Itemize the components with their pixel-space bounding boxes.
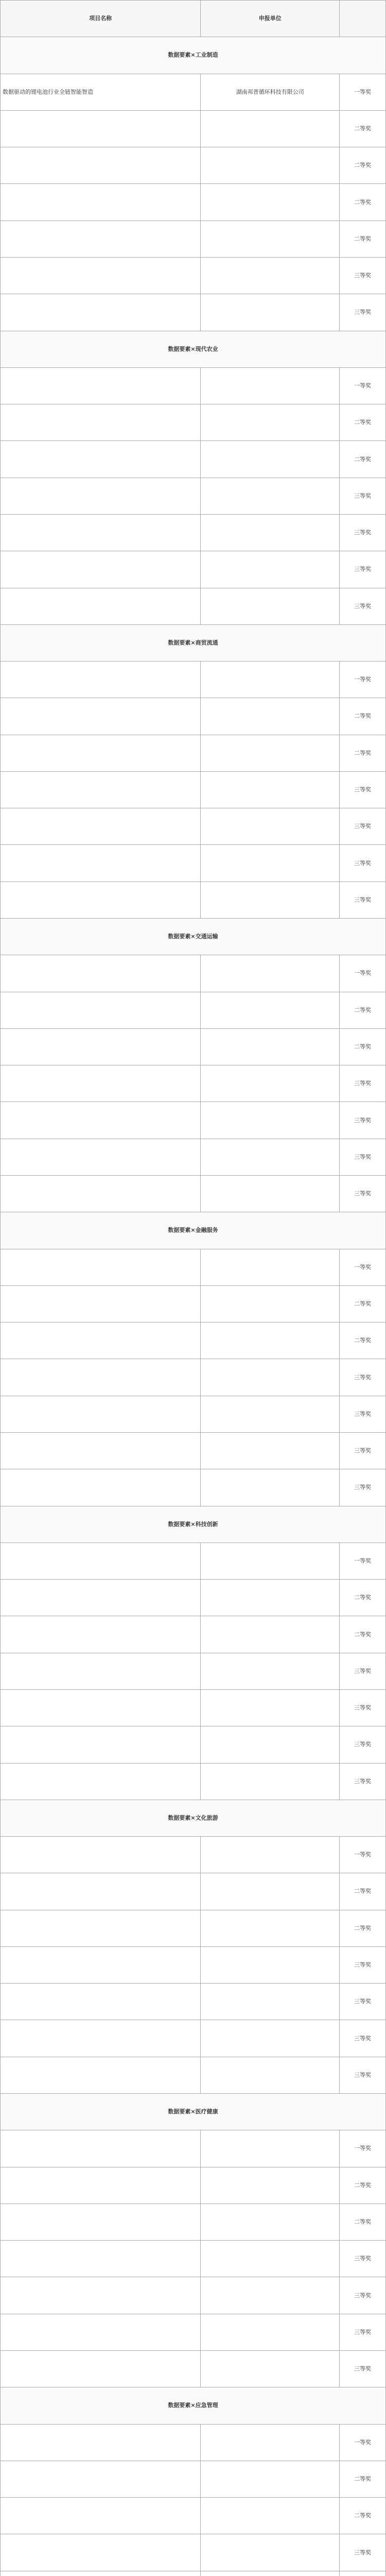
category-title: 数据要素×文化旅游	[1, 1800, 386, 1836]
applicant-unit-cell	[201, 1176, 340, 1212]
category-row	[1, 2387, 386, 2424]
table-row	[1, 2130, 386, 2167]
applicant-unit-cell	[201, 992, 340, 1028]
applicant-unit-cell: 湖南邦普循环科技有限公司	[201, 74, 340, 110]
project-name-cell	[1, 588, 201, 624]
award-level-cell	[340, 2571, 386, 2576]
project-name-cell	[1, 1653, 201, 1689]
table-row	[1, 1580, 386, 1616]
project-name-cell	[1, 1984, 201, 2020]
category-row	[1, 1212, 386, 1249]
award-level-cell: 二等奖	[340, 184, 386, 221]
award-level-cell: 三等奖	[340, 2534, 386, 2571]
applicant-unit-cell	[201, 221, 340, 257]
project-name-cell	[1, 2424, 201, 2461]
project-name-cell	[1, 1580, 201, 1616]
applicant-unit-cell	[201, 1616, 340, 1653]
award-level-cell: 三等奖	[340, 845, 386, 882]
award-level-cell: 三等奖	[340, 2314, 386, 2350]
award-level-cell: 三等奖	[340, 1065, 386, 1102]
applicant-unit-cell	[201, 184, 340, 221]
award-level-cell: 三等奖	[340, 514, 386, 551]
applicant-unit-cell	[201, 2534, 340, 2571]
project-name-cell	[1, 2167, 201, 2204]
table-row	[1, 514, 386, 551]
project-name-cell	[1, 1837, 201, 1873]
award-level-cell: 一等奖	[340, 662, 386, 698]
award-level-cell: 三等奖	[340, 2351, 386, 2387]
table-row	[1, 2461, 386, 2497]
applicant-unit-cell	[201, 2571, 340, 2576]
award-level-cell: 三等奖	[340, 771, 386, 808]
table-row	[1, 551, 386, 588]
project-name-cell	[1, 1726, 201, 1763]
award-level-cell: 二等奖	[340, 992, 386, 1028]
table-row	[1, 184, 386, 221]
applicant-unit-cell	[201, 2498, 340, 2534]
applicant-unit-cell	[201, 2314, 340, 2350]
category-title: 数据要素×交通运输	[1, 919, 386, 955]
project-name-cell	[1, 1323, 201, 1359]
table-row	[1, 698, 386, 735]
category-title: 数据要素×金融服务	[1, 1212, 386, 1249]
project-name-cell	[1, 2571, 201, 2576]
table-row	[1, 2351, 386, 2387]
applicant-unit-cell	[201, 1359, 340, 1396]
applicant-unit-cell	[201, 1469, 340, 1506]
award-level-cell: 一等奖	[340, 2424, 386, 2461]
category-title: 数据要素×商贸流通	[1, 624, 386, 661]
award-level-cell: 一等奖	[340, 1249, 386, 1285]
project-name-cell	[1, 1432, 201, 1469]
project-name-cell	[1, 2461, 201, 2497]
project-name-cell	[1, 955, 201, 992]
table-row	[1, 367, 386, 404]
table-row	[1, 1689, 386, 1726]
header-project-name: 项目名称	[1, 1, 201, 37]
award-level-cell: 三等奖	[340, 2057, 386, 2093]
award-level-cell: 三等奖	[340, 1359, 386, 1396]
project-name-cell	[1, 2314, 201, 2350]
applicant-unit-cell	[201, 1946, 340, 1983]
applicant-unit-cell	[201, 110, 340, 147]
project-name-cell	[1, 1946, 201, 1983]
project-name-cell	[1, 367, 201, 404]
project-name-cell	[1, 882, 201, 918]
award-level-cell: 二等奖	[340, 735, 386, 771]
project-name-cell	[1, 221, 201, 257]
table-row	[1, 2241, 386, 2277]
project-name-cell	[1, 1176, 201, 1212]
project-name-cell	[1, 2498, 201, 2534]
table-row	[1, 1543, 386, 1579]
table-row	[1, 2277, 386, 2314]
table-row	[1, 441, 386, 478]
applicant-unit-cell	[201, 2057, 340, 2093]
project-name-cell	[1, 771, 201, 808]
project-name-cell	[1, 2020, 201, 2057]
project-name-cell	[1, 1469, 201, 1506]
project-name-cell	[1, 2130, 201, 2167]
project-name-cell	[1, 551, 201, 588]
applicant-unit-cell	[201, 1285, 340, 1322]
applicant-unit-cell	[201, 551, 340, 588]
applicant-unit-cell	[201, 735, 340, 771]
award-level-cell: 三等奖	[340, 808, 386, 845]
table-row	[1, 1249, 386, 1285]
award-level-cell: 三等奖	[340, 478, 386, 514]
award-level-cell: 三等奖	[340, 882, 386, 918]
table-row	[1, 1653, 386, 1689]
applicant-unit-cell	[201, 1102, 340, 1139]
table-row	[1, 808, 386, 845]
award-level-cell: 二等奖	[340, 221, 386, 257]
applicant-unit-cell	[201, 588, 340, 624]
project-name-cell	[1, 662, 201, 698]
applicant-unit-cell	[201, 404, 340, 441]
table-row	[1, 404, 386, 441]
award-level-cell: 三等奖	[340, 1176, 386, 1212]
table-row	[1, 771, 386, 808]
project-name-cell	[1, 514, 201, 551]
project-name-cell	[1, 1249, 201, 1285]
table-row	[1, 1469, 386, 1506]
project-name-cell	[1, 845, 201, 882]
project-name-cell	[1, 1396, 201, 1432]
category-row	[1, 919, 386, 955]
project-name-cell	[1, 1616, 201, 1653]
applicant-unit-cell	[201, 1653, 340, 1689]
table-row	[1, 1065, 386, 1102]
header-award-level	[340, 1, 386, 37]
applicant-unit-cell	[201, 1689, 340, 1726]
table-row	[1, 845, 386, 882]
table-row	[1, 882, 386, 918]
table-row	[1, 1616, 386, 1653]
table-row	[1, 1984, 386, 2020]
award-level-cell: 二等奖	[340, 2498, 386, 2534]
award-level-cell: 二等奖	[340, 698, 386, 735]
category-row	[1, 1506, 386, 1543]
table-row	[1, 2204, 386, 2240]
project-name-cell	[1, 2204, 201, 2240]
applicant-unit-cell	[201, 1580, 340, 1616]
award-level-cell: 三等奖	[340, 1984, 386, 2020]
table-row	[1, 221, 386, 257]
table-row	[1, 1359, 386, 1396]
table-row	[1, 1763, 386, 1800]
applicant-unit-cell	[201, 514, 340, 551]
applicant-unit-cell	[201, 1543, 340, 1579]
applicant-unit-cell	[201, 441, 340, 478]
award-level-cell: 三等奖	[340, 1469, 386, 1506]
award-level-cell: 一等奖	[340, 367, 386, 404]
applicant-unit-cell	[201, 1873, 340, 1910]
applicant-unit-cell	[201, 1028, 340, 1065]
project-name-cell	[1, 294, 201, 331]
category-row	[1, 331, 386, 367]
award-level-cell: 二等奖	[340, 1616, 386, 1653]
project-name-cell	[1, 147, 201, 184]
project-name-cell	[1, 1102, 201, 1139]
award-level-cell: 三等奖	[340, 257, 386, 294]
project-name-cell	[1, 2534, 201, 2571]
award-level-cell: 三等奖	[340, 588, 386, 624]
table-row	[1, 294, 386, 331]
project-name-cell	[1, 1285, 201, 1322]
project-name-cell	[1, 2351, 201, 2387]
award-level-cell: 三等奖	[340, 1396, 386, 1432]
table-row	[1, 1837, 386, 1873]
award-level-cell: 二等奖	[340, 1323, 386, 1359]
applicant-unit-cell	[201, 1139, 340, 1175]
table-row	[1, 1139, 386, 1175]
award-level-cell: 三等奖	[340, 1653, 386, 1689]
table-row	[1, 2057, 386, 2093]
category-title: 数据要素×工业制造	[1, 37, 386, 74]
table-row	[1, 147, 386, 184]
applicant-unit-cell	[201, 1984, 340, 2020]
award-level-cell: 三等奖	[340, 1139, 386, 1175]
applicant-unit-cell	[201, 698, 340, 735]
applicant-unit-cell	[201, 147, 340, 184]
applicant-unit-cell	[201, 2424, 340, 2461]
table-row	[1, 1102, 386, 1139]
applicant-unit-cell	[201, 1910, 340, 1946]
applicant-unit-cell	[201, 1323, 340, 1359]
project-name-cell	[1, 992, 201, 1028]
award-level-cell: 一等奖	[340, 1837, 386, 1873]
project-name-cell	[1, 1689, 201, 1726]
applicant-unit-cell	[201, 257, 340, 294]
award-level-cell: 二等奖	[340, 404, 386, 441]
table-row	[1, 588, 386, 624]
project-name-cell	[1, 1910, 201, 1946]
category-row	[1, 1800, 386, 1836]
table-row	[1, 2534, 386, 2571]
table-row	[1, 110, 386, 147]
award-level-cell: 三等奖	[340, 2020, 386, 2057]
project-name-cell	[1, 257, 201, 294]
award-level-cell: 三等奖	[340, 1432, 386, 1469]
applicant-unit-cell	[201, 478, 340, 514]
award-level-cell: 二等奖	[340, 110, 386, 147]
award-level-cell: 二等奖	[340, 441, 386, 478]
table-row	[1, 2314, 386, 2350]
project-name-cell	[1, 1359, 201, 1396]
applicant-unit-cell	[201, 2020, 340, 2057]
award-level-cell: 二等奖	[340, 1028, 386, 1065]
applicant-unit-cell	[201, 2167, 340, 2204]
table-row	[1, 1028, 386, 1065]
award-level-cell: 二等奖	[340, 2167, 386, 2204]
award-level-cell: 三等奖	[340, 551, 386, 588]
applicant-unit-cell	[201, 882, 340, 918]
table-row	[1, 257, 386, 294]
project-name-cell	[1, 2277, 201, 2314]
table-row	[1, 2167, 386, 2204]
table-row	[1, 2571, 386, 2576]
category-row	[1, 2094, 386, 2130]
project-name-cell	[1, 1873, 201, 1910]
award-level-cell: 二等奖	[340, 1285, 386, 1322]
project-name-cell	[1, 184, 201, 221]
applicant-unit-cell	[201, 2130, 340, 2167]
award-level-cell: 三等奖	[340, 1946, 386, 1983]
table-header-row	[1, 1, 386, 37]
project-name-cell: 数据驱动的锂电池行业全链智能智造	[1, 74, 201, 110]
project-name-cell	[1, 404, 201, 441]
project-name-cell	[1, 735, 201, 771]
table-row	[1, 74, 386, 110]
award-level-cell: 二等奖	[340, 147, 386, 184]
award-level-cell: 二等奖	[340, 1580, 386, 1616]
table-row	[1, 1396, 386, 1432]
project-name-cell	[1, 808, 201, 845]
category-title: 数据要素×医疗健康	[1, 2094, 386, 2130]
award-level-cell: 三等奖	[340, 1102, 386, 1139]
award-level-cell: 三等奖	[340, 2277, 386, 2314]
category-title: 数据要素×应急管理	[1, 2387, 386, 2424]
table-row	[1, 662, 386, 698]
table-row	[1, 1176, 386, 1212]
table-row	[1, 1285, 386, 1322]
applicant-unit-cell	[201, 2204, 340, 2240]
applicant-unit-cell	[201, 1763, 340, 1800]
project-name-cell	[1, 478, 201, 514]
award-level-cell: 三等奖	[340, 2241, 386, 2277]
category-title: 数据要素×现代农业	[1, 331, 386, 367]
table-row	[1, 1432, 386, 1469]
applicant-unit-cell	[201, 2277, 340, 2314]
table-row	[1, 1910, 386, 1946]
header-applicant-unit: 申报单位	[201, 1, 340, 37]
award-level-cell: 二等奖	[340, 1873, 386, 1910]
applicant-unit-cell	[201, 2241, 340, 2277]
award-level-cell: 一等奖	[340, 1543, 386, 1579]
table-row	[1, 1726, 386, 1763]
project-name-cell	[1, 698, 201, 735]
applicant-unit-cell	[201, 1065, 340, 1102]
table-row	[1, 1873, 386, 1910]
project-name-cell	[1, 110, 201, 147]
applicant-unit-cell	[201, 2461, 340, 2497]
applicant-unit-cell	[201, 294, 340, 331]
award-level-cell: 三等奖	[340, 294, 386, 331]
applicant-unit-cell	[201, 1837, 340, 1873]
award-level-cell: 二等奖	[340, 2204, 386, 2240]
applicant-unit-cell	[201, 771, 340, 808]
category-row	[1, 37, 386, 74]
award-level-cell: 一等奖	[340, 955, 386, 992]
project-name-cell	[1, 2241, 201, 2277]
award-level-cell: 三等奖	[340, 1763, 386, 1800]
applicant-unit-cell	[201, 1396, 340, 1432]
applicant-unit-cell	[201, 367, 340, 404]
table-row	[1, 735, 386, 771]
applicant-unit-cell	[201, 1249, 340, 1285]
project-name-cell	[1, 2057, 201, 2093]
award-level-cell: 一等奖	[340, 74, 386, 110]
award-level-cell: 三等奖	[340, 1689, 386, 1726]
project-name-cell	[1, 1139, 201, 1175]
award-level-cell: 一等奖	[340, 2130, 386, 2167]
applicant-unit-cell	[201, 2351, 340, 2387]
table-row	[1, 2498, 386, 2534]
category-title: 数据要素×科技创新	[1, 1506, 386, 1543]
table-row	[1, 992, 386, 1028]
table-row	[1, 2020, 386, 2057]
table-row	[1, 478, 386, 514]
award-level-cell: 二等奖	[340, 1910, 386, 1946]
applicant-unit-cell	[201, 845, 340, 882]
applicant-unit-cell	[201, 662, 340, 698]
project-name-cell	[1, 1028, 201, 1065]
award-level-cell: 二等奖	[340, 2461, 386, 2497]
award-level-cell: 三等奖	[340, 1726, 386, 1763]
category-row	[1, 624, 386, 661]
table-row	[1, 2424, 386, 2461]
table-row	[1, 1323, 386, 1359]
applicant-unit-cell	[201, 1726, 340, 1763]
applicant-unit-cell	[201, 1432, 340, 1469]
project-name-cell	[1, 1763, 201, 1800]
project-name-cell	[1, 1065, 201, 1102]
table-row	[1, 955, 386, 992]
project-name-cell	[1, 441, 201, 478]
applicant-unit-cell	[201, 955, 340, 992]
project-name-cell	[1, 1543, 201, 1579]
applicant-unit-cell	[201, 808, 340, 845]
table-row	[1, 1946, 386, 1983]
